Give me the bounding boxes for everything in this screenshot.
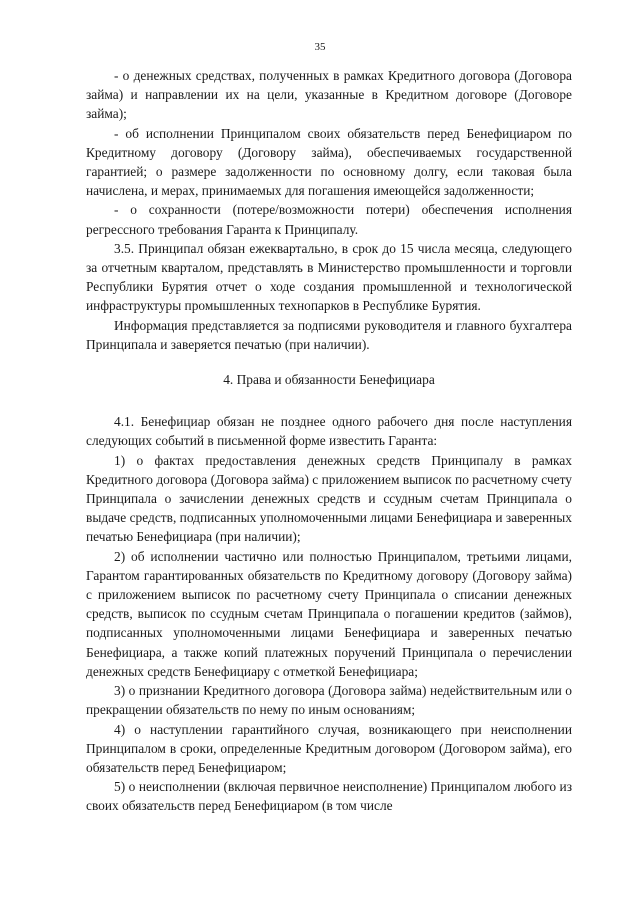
- list-item-1-funds-provided: 1) о фактах предоставления денежных средств Принципалу в рамках Кредитного договора (Договора займа) с приложением выписок по расчетному счету Принципала о зачислении денежных средств и ссудным счетам Принципала о выдаче средств, подписанных уполномоченными лицами Бенефициара и заверенных печатью Бенефициара (при наличии);: [86, 452, 572, 545]
- list-item-2-obligations-fulfilled: 2) об исполнении частично или полностью Принципалом, третьими лицами, Гарантом гарантированных обязательств по Кредитному договору (Договору займа) с приложением выписок по расчетному счету Принципала о списании денежных средств, выписок по ссудным счетам Принципала о погашении кредитов (займов), подписанных уполномоченными лицами Бенефициара и заверенных печатью Бенефициара, а также копий платежных поручений Принципала о перечислении денежных средств Бенефициару с отметкой Бенефициара;: [86, 548, 572, 679]
- paragraph-obligations-performance: - об исполнении Принципалом своих обязательств перед Бенефициаром по Кредитному договору (Договору займа), обеспечиваемых государственной гарантией; о размере задолженности по основному долгу, если таковая была начислена, и мерах, принимаемых для погашения имеющейся задолженности;: [86, 125, 572, 199]
- paragraph-info-signatures: Информация представляется за подписями руководителя и главного бухгалтера Принципала и заверяется печатью (при наличии).: [86, 317, 572, 352]
- paragraph-collateral-safety: - о сохранности (потере/возможности потери) обеспечения исполнения регрессного требования Гаранта к Принципалу.: [86, 202, 572, 237]
- document-body: [86, 66, 572, 816]
- paragraph-cash-received: - о денежных средствах, полученных в рамках Кредитного договора (Договора займа) и направлении их на цели, указанные в Кредитном договоре (Договоре займа);: [86, 68, 572, 122]
- paragraph-4-1-notification-duty: 4.1. Бенефициар обязан не позднее одного рабочего дня после наступления следующих событий в письменной форме известить Гаранта:: [86, 414, 572, 449]
- paragraph-3-5-quarterly-report: 3.5. Принципал обязан ежеквартально, в срок до 15 числа месяца, следующего за отчетным кварталом, представлять в Министерство промышленности и торговли Республики Бурятия отчет о ходе создания промышленной и технологической инфраструктуры промышленных технопарков в Республике Бурятия.: [86, 240, 572, 314]
- list-item-3-contract-invalid: 3) о признании Кредитного договора (Договора займа) недействительным или о прекращении обязательств по нему по иным основаниям;: [86, 683, 572, 718]
- list-item-4-guarantee-case: 4) о наступлении гарантийного случая, возникающего при неисполнении Принципалом в сроки, определенные Кредитным договором (Договором займа), его обязательств перед Бенефициаром;: [86, 721, 572, 775]
- page-number: 35: [314, 41, 326, 53]
- list-item-5-non-performance: 5) о неисполнении (включая первичное неисполнение) Принципалом любого из своих обязательств перед Бенефициаром (в том числе: [86, 779, 572, 814]
- section-heading: 4. Права и обязанности Бенефициара: [223, 372, 435, 388]
